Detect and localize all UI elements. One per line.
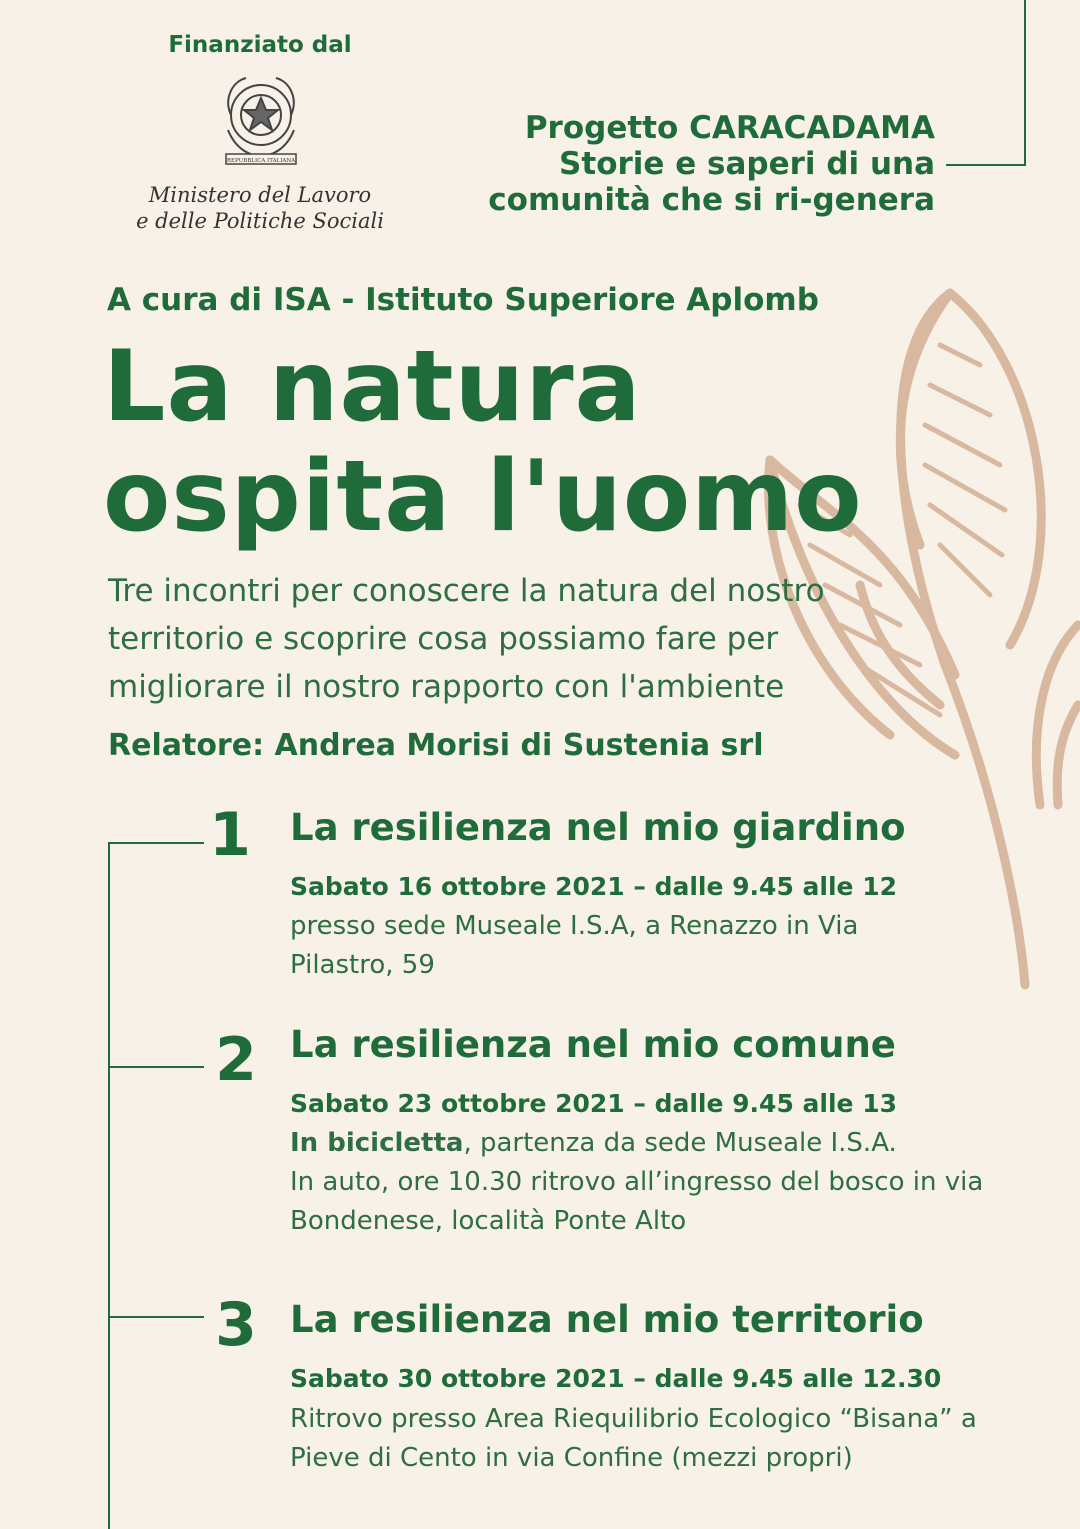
ministry-line-1: Ministero del Lavoro	[148, 183, 372, 207]
event-2-line-2: In auto, ore 10.30 ritrovo all’ingresso del bosco in via	[290, 1167, 984, 1197]
funded-by-label: Finanziato dal	[168, 32, 352, 58]
event-details-1	[290, 907, 1030, 985]
subtitle-line-2: territorio e scoprire cosa possiamo fare per	[108, 621, 779, 657]
event-details-3	[290, 1400, 1030, 1478]
event-number-1: 1	[209, 800, 251, 870]
frame-line-vertical	[1024, 0, 1026, 166]
timeline-connector-3	[108, 1316, 204, 1318]
event-3-line-2: Pieve di Cento in via Confine (mezzi propri)	[290, 1443, 853, 1473]
event-title-2: La resilienza nel mio comune	[290, 1023, 896, 1066]
frame-line-horizontal	[946, 164, 1026, 166]
subtitle-line-1: Tre incontri per conoscere la natura del nostro	[108, 573, 825, 609]
subtitle-line-3: migliorare il nostro rapporto con l'ambiente	[108, 669, 785, 705]
timeline-line	[108, 842, 110, 1529]
ministry-line-2: e delle Politiche Sociali	[136, 209, 384, 233]
event-details-2	[290, 1124, 1030, 1241]
project-title	[488, 110, 935, 218]
italian-republic-emblem-icon	[216, 70, 306, 170]
event-date-2: Sabato 23 ottobre 2021 – dalle 9.45 alle 13	[290, 1089, 897, 1118]
ministry-name	[120, 182, 400, 234]
timeline-connector-1	[108, 842, 204, 844]
subtitle	[108, 567, 928, 711]
emblem-text: REPUBBLICA ITALIANA	[226, 158, 296, 164]
main-title-line-1: La natura	[103, 330, 642, 444]
event-2-line-3: Bondenese, località Ponte Alto	[290, 1206, 687, 1236]
project-line-1: Progetto CARACADAMA	[524, 110, 935, 146]
event-title-1: La resilienza nel mio giardino	[290, 806, 906, 849]
main-title-line-2: ospita l'uomo	[103, 440, 863, 554]
event-date-1: Sabato 16 ottobre 2021 – dalle 9.45 alle 12	[290, 872, 897, 901]
main-title	[103, 332, 863, 552]
event-date-3: Sabato 30 ottobre 2021 – dalle 9.45 alle 12.30	[290, 1364, 942, 1393]
timeline-connector-2	[108, 1066, 204, 1068]
event-title-3: La resilienza nel mio territorio	[290, 1298, 924, 1341]
event-number-2: 2	[215, 1025, 257, 1095]
event-number-3: 3	[215, 1290, 257, 1360]
event-1-line-1: presso sede Museale I.S.A, a Renazzo in Via	[290, 911, 859, 941]
curator-line: A cura di ISA - Istituto Superiore Aplomb	[107, 282, 819, 318]
speaker-line: Relatore: Andrea Morisi di Sustenia srl	[108, 728, 764, 763]
event-1-line-2: Pilastro, 59	[290, 950, 435, 980]
project-line-2: Storie e saperi di una	[559, 146, 935, 182]
event-2-line-1-bold: In bicicletta	[290, 1128, 464, 1158]
event-2-line-1-rest: , partenza da sede Museale I.S.A.	[463, 1128, 897, 1158]
project-line-3: comunità che si ri-genera	[488, 182, 935, 218]
event-2-line-1	[290, 1124, 1030, 1163]
event-3-line-1: Ritrovo presso Area Riequilibrio Ecologico “Bisana” a	[290, 1404, 977, 1434]
